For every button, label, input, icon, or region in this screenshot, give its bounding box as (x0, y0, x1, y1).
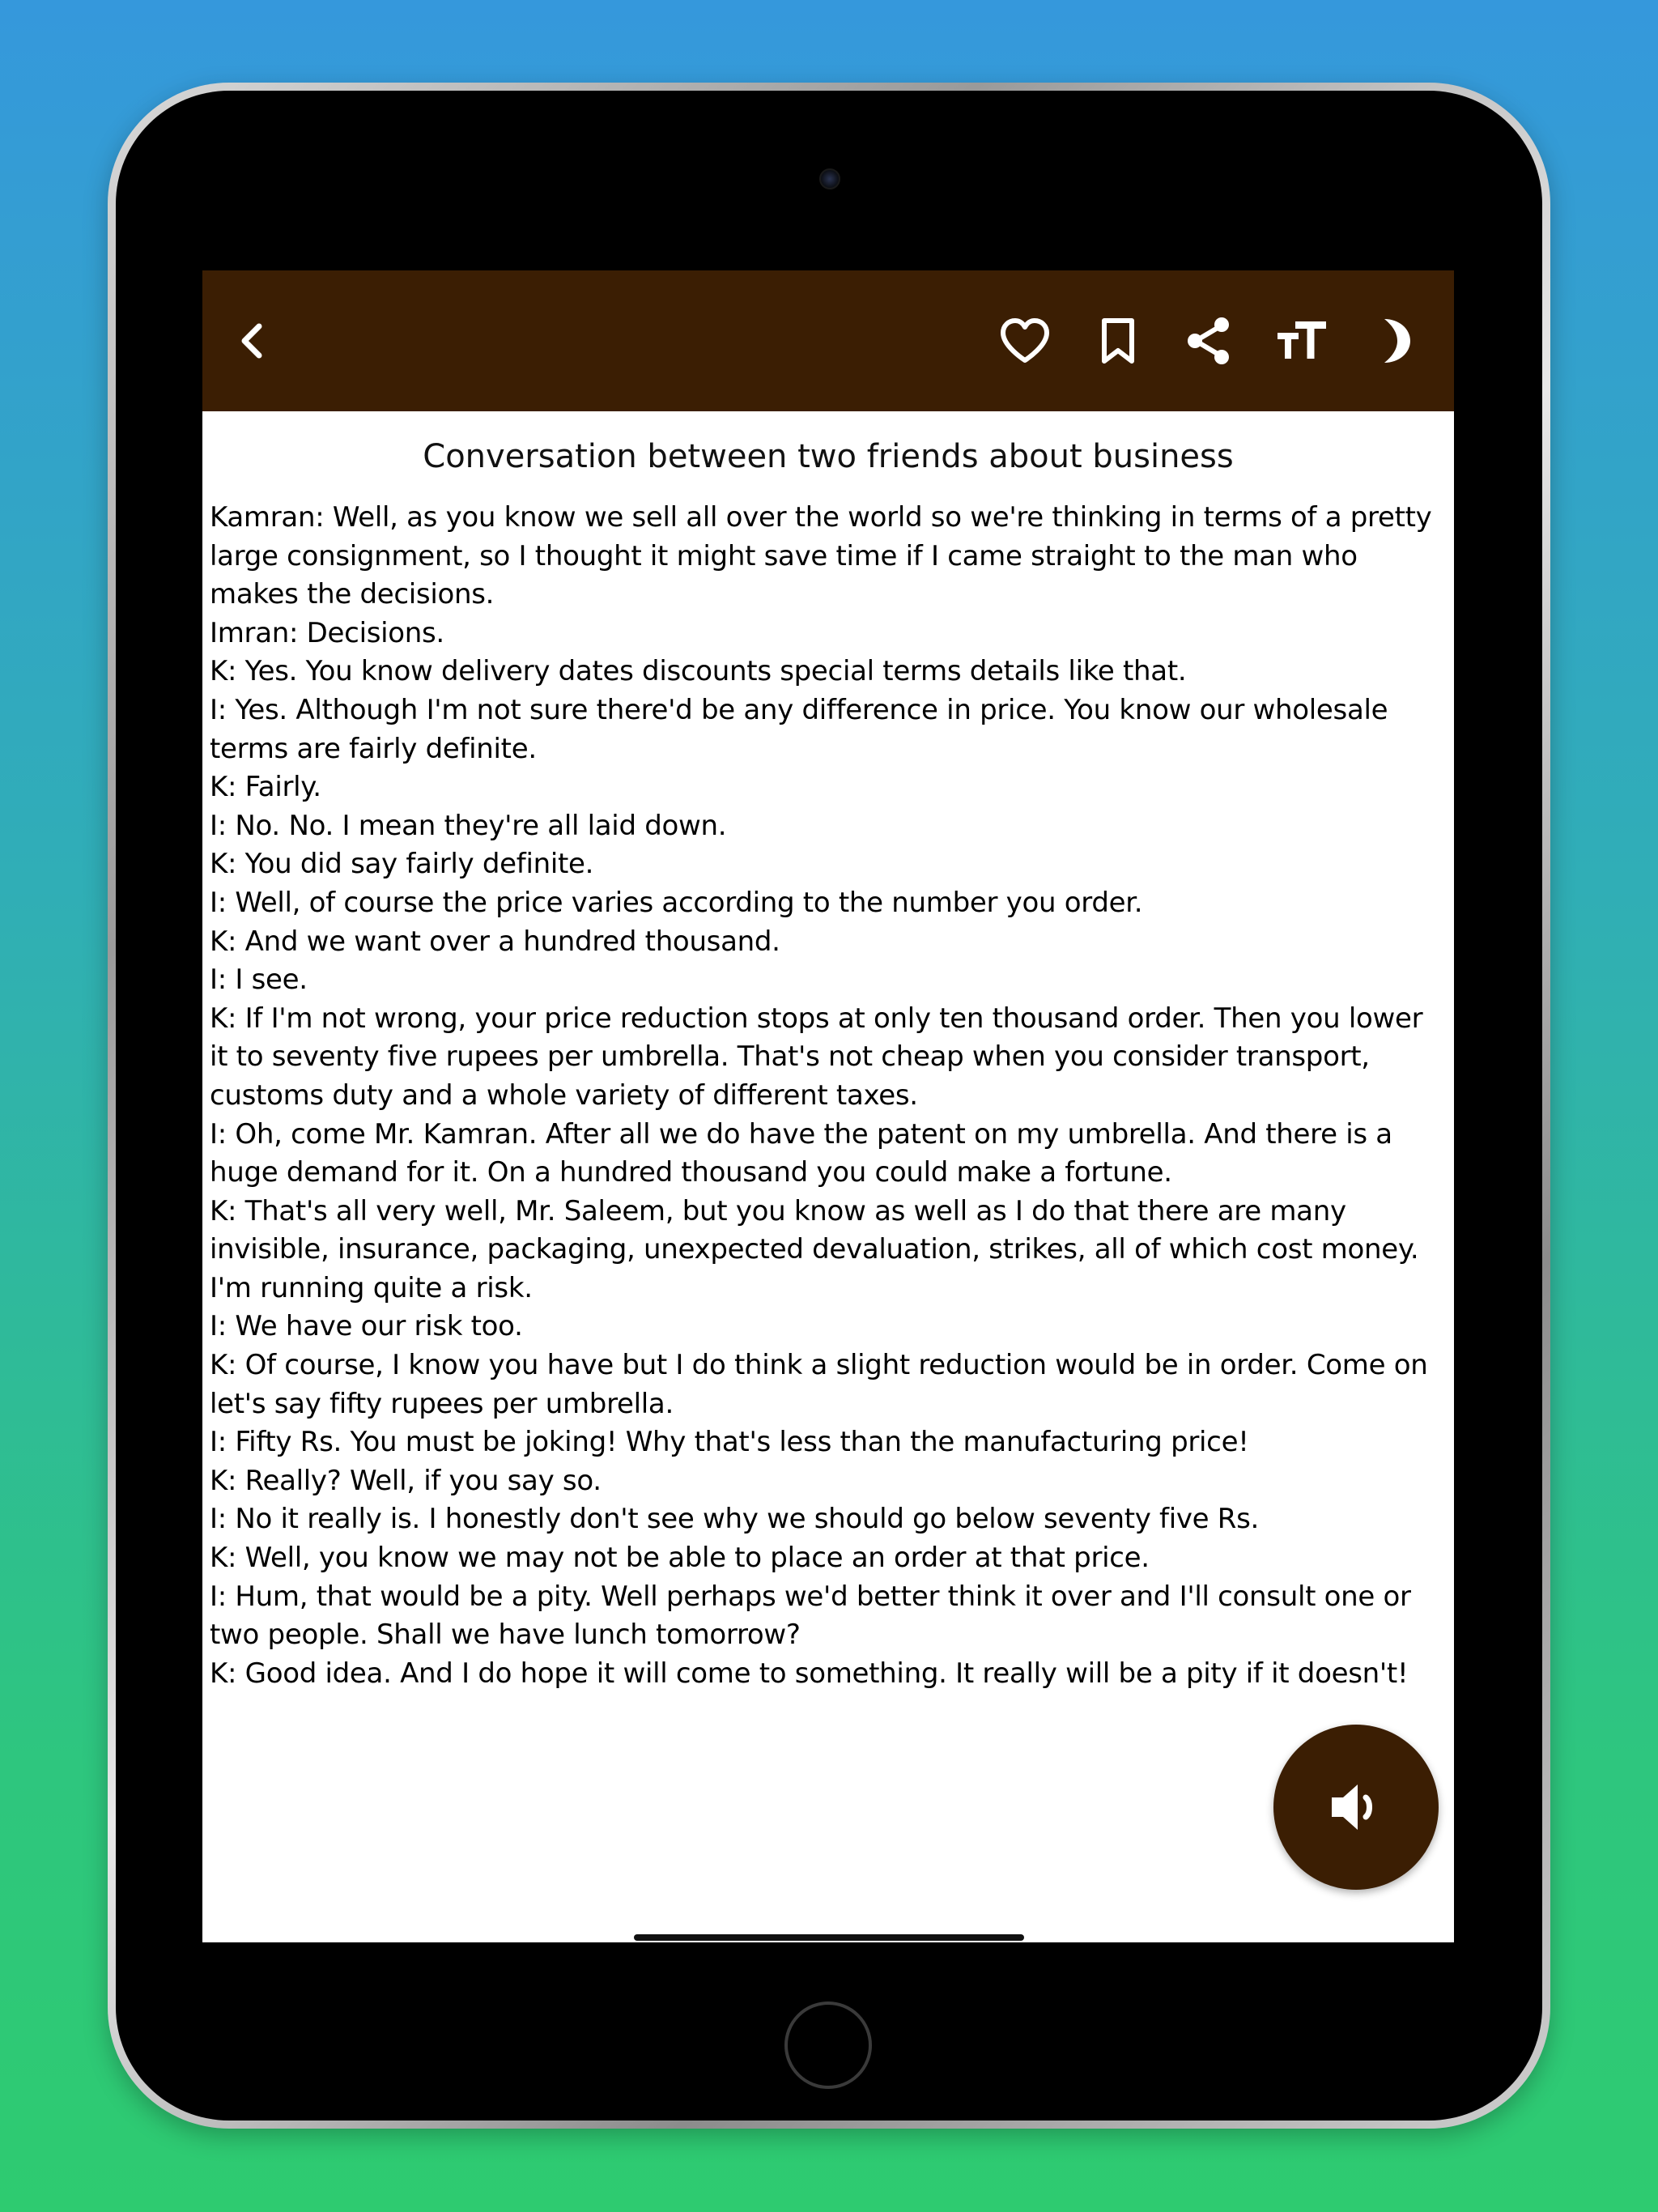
dialogue-line: K: You did say fairly definite. (210, 848, 594, 881)
play-audio-button[interactable] (1273, 1725, 1439, 1890)
article-content (202, 411, 1454, 1942)
back-chevron-icon (235, 320, 270, 362)
dialogue-line: Imran: Decisions. (210, 616, 444, 649)
bookmark-button[interactable] (1086, 308, 1150, 373)
speaker-icon (1324, 1775, 1388, 1840)
dialogue-line: I: No. No. I mean they're all laid down. (210, 809, 727, 842)
moon-icon (1371, 316, 1417, 366)
night-mode-button[interactable] (1362, 308, 1426, 373)
heart-icon (998, 317, 1052, 365)
dialogue-line: K: Really? Well, if you say so. (210, 1464, 602, 1497)
app-screen (202, 270, 1454, 1942)
dialogue-line: I: We have our risk too. (210, 1310, 523, 1343)
front-camera (819, 168, 840, 189)
dialogue-line: I: Oh, come Mr. Kamran. After all we do have the patent on my umbrella. And there is a huge demand for it. On a hundred thousand you could make a fortune. (210, 1117, 1401, 1189)
dialogue-line: Kamran: Well, as you know we sell all over the world so we're thinking in terms of a pretty large consignment, so I thought it might save time if I came straight to the man who makes the decisions. (210, 501, 1441, 611)
dialogue-line: K: And we want over a hundred thousand. (210, 925, 780, 958)
home-button[interactable] (784, 2001, 872, 2089)
dialogue-line: I: Yes. Although I'm not sure there'd be any difference in price. You know our wholesale terms are fairly definite. (210, 693, 1397, 765)
dialogue-line: K: Fairly. (210, 771, 321, 804)
dialogue-line: K: Of course, I know you have but I do think a slight reduction would be in order. Come on let's say fifty rupees per umbrella. (210, 1349, 1436, 1420)
top-app-bar (202, 270, 1454, 411)
dialogue-line: K: That's all very well, Mr. Saleem, but you know as well as I do that there are many invisible, insurance, packaging, unexpected devaluation, strikes, all of which cost money. I'm running quite a risk. (210, 1194, 1427, 1304)
share-button[interactable] (1177, 308, 1242, 373)
dialogue-line: I: I see. (210, 963, 308, 997)
dialogue-line: K: If I'm not wrong, your price reduction stops at only ten thousand order. Then you lower it to seventy five rupees per umbrella. That's not cheap when you consider transport, customs duty and a whole variety of different taxes. (210, 1002, 1431, 1112)
article-body (210, 499, 1448, 1693)
article-title: Conversation between two friends about business (423, 438, 1234, 475)
favorite-button[interactable] (993, 308, 1057, 373)
dialogue-line: I: Fifty Rs. You must be joking! Why that's less than the manufacturing price! (210, 1426, 1249, 1459)
dialogue-line: I: No it really is. I honestly don't see why we should go below seventy five Rs. (210, 1503, 1260, 1536)
dialogue-line: K: Good idea. And I do hope it will come to something. It really will be a pity if it doesn't! (210, 1657, 1409, 1690)
dialogue-line: K: Well, you know we may not be able to place an order at that price. (210, 1542, 1150, 1575)
back-button[interactable] (220, 308, 285, 373)
home-indicator[interactable] (634, 1934, 1024, 1941)
text-size-icon (1276, 317, 1328, 365)
dialogue-line: I: Well, of course the price varies according to the number you order. (210, 886, 1143, 919)
bookmark-icon (1098, 317, 1138, 365)
dialogue-line: I: Hum, that would be a pity. Well perhaps we'd better think it over and I'll consult one or two people. Shall we have lunch tomorrow? (210, 1580, 1420, 1652)
dialogue-line: K: Yes. You know delivery dates discounts special terms details like that. (210, 655, 1187, 688)
text-size-button[interactable] (1269, 308, 1334, 373)
share-icon (1184, 316, 1235, 366)
